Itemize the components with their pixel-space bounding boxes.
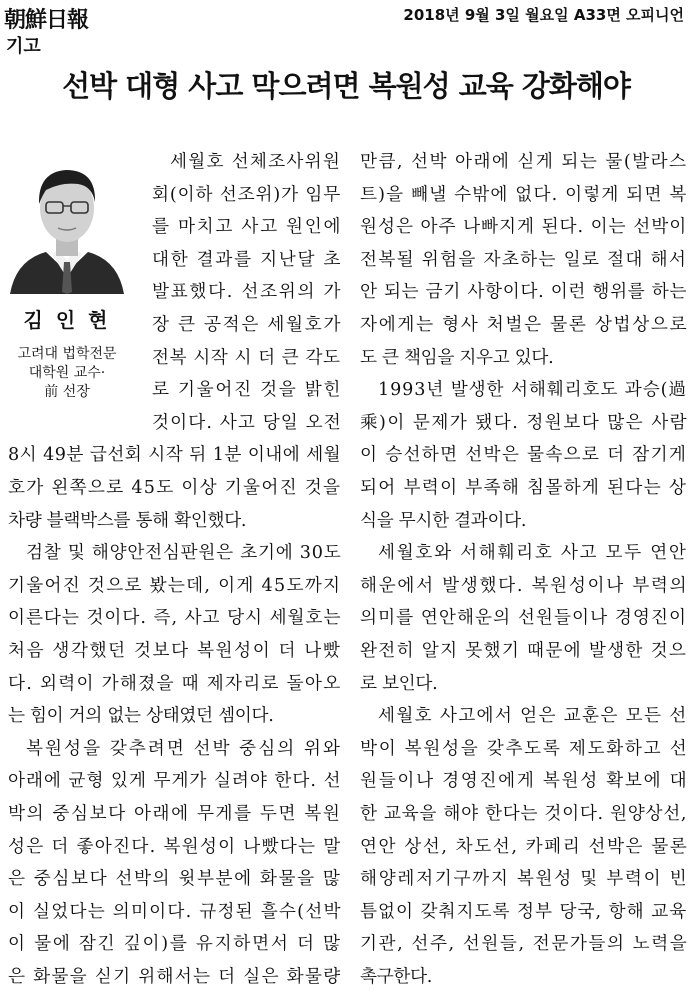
article-line: 자에게는 형사 처벌은 물론 상법상으로 bbox=[360, 315, 689, 335]
article-line: 이 승선하면 선박은 물속으로 더 잠기게 bbox=[360, 445, 688, 466]
article-line: 장 큰 공적은 세월호가 bbox=[152, 315, 343, 335]
author-title-line: 前 선장 bbox=[44, 384, 90, 400]
article-line: 기울어진 것으로 봤는데, 이게 45도까지 bbox=[8, 575, 342, 596]
article-line: 기관, 선주, 선원들, 전문가들의 노력을 bbox=[360, 934, 689, 955]
article-line: 박의 중심보다 아래에 무게를 두면 복원 bbox=[8, 804, 342, 824]
author-title-line: 대학원 교수· bbox=[28, 365, 106, 381]
article-line: 성은 더 좋아진다. 복원성이 나빴다는 말 bbox=[8, 836, 342, 857]
article-line: 회(이하 선조위)가 임무 bbox=[152, 184, 342, 205]
article-line: 되어 부력이 부족해 침몰하게 된다는 상 bbox=[360, 478, 688, 498]
article-line: 세월호와 서해훼리호 사고 모두 연안 bbox=[378, 543, 688, 564]
article-line: 乘)이 문제가 됐다. 정원보다 많은 사람 bbox=[360, 412, 689, 433]
article-line: 이 실었다는 의미이다. 규정된 흘수(선박 bbox=[8, 901, 342, 922]
article-line: 식을 무시한 결과이다. bbox=[360, 510, 527, 531]
author-title-line: 고려대 법학전문 bbox=[17, 346, 117, 362]
article-line: 원들이나 경영진에게 복원성 확보에 대 bbox=[360, 771, 689, 792]
article-line: 도 큰 책임을 지우고 있다. bbox=[360, 347, 554, 368]
article-line: 다. 외력이 가해졌을 때 제자리로 돌아오 bbox=[8, 673, 342, 694]
author-title bbox=[6, 345, 128, 402]
article-line: 복원성을 갖추려면 선박 중심의 위와 bbox=[26, 738, 342, 759]
article-line: 1993년 발생한 서해훼리호도 과승(過 bbox=[378, 380, 687, 401]
article-line: 차량 블랙박스를 통해 확인했다. bbox=[8, 510, 247, 531]
article-line: 는 힘이 거의 없는 상태였던 셈이다. bbox=[8, 706, 274, 727]
article-line: 로 기울어진 것을 밝힌 bbox=[152, 380, 343, 401]
article-line: 한 교육을 해야 한다는 것이다. 원양상선, bbox=[360, 804, 688, 824]
author-photo bbox=[6, 142, 128, 294]
article-line: 것이다. 사고 당일 오전 bbox=[152, 412, 342, 433]
article-line: 로 보인다. bbox=[360, 673, 438, 694]
section-label: 기고 bbox=[6, 36, 41, 57]
article-line: 만큼, 선박 아래에 싣게 되는 물(발라스 bbox=[360, 152, 688, 172]
article-line: 틈없이 갖춰지도록 정부 당국, 항해 교육 bbox=[360, 901, 688, 922]
article-line: 대한 결과를 지난달 초 bbox=[152, 249, 343, 270]
article-line: 연안 상선, 차도선, 카페리 선박은 물론 bbox=[360, 836, 689, 857]
article-line: 발표했다. 선조위의 가 bbox=[152, 282, 343, 303]
article-line: 완전히 알지 못했기 때문에 발생한 것으 bbox=[360, 641, 688, 661]
article-line: 처음 생각했던 것보다 복원성이 더 나빴 bbox=[8, 641, 342, 661]
article-line: 전복될 위험을 자초하는 일로 절대 해서 bbox=[360, 249, 688, 270]
article-line: 촉구한다. bbox=[360, 967, 433, 987]
article-line: 를 마치고 사고 원인에 bbox=[152, 217, 343, 238]
article-line: 의미를 연안해운의 선원들이나 경영진이 bbox=[360, 608, 688, 629]
author-name: 김 인 현 bbox=[23, 308, 111, 332]
article-line: 세월호 선체조사위원 bbox=[170, 152, 342, 172]
newspaper-logo: 朝鮮日報 bbox=[4, 7, 89, 33]
article-line: 해양레저기구까지 복원성 및 부력이 빈 bbox=[360, 869, 689, 890]
article-line: 이 물에 잠긴 깊이)를 유지하면서 더 많 bbox=[8, 934, 342, 955]
article-line: 트)을 빼낼 수밖에 없다. 이렇게 되면 복 bbox=[360, 184, 688, 205]
article-line: 호가 왼쪽으로 45도 이상 기울어진 것을 bbox=[8, 478, 342, 498]
article-line: 은 중심보다 선박의 윗부분에 화물을 많 bbox=[8, 869, 342, 890]
article-line: 해운에서 발생했다. 복원성이나 부력의 bbox=[360, 575, 689, 596]
article-line: 안 되는 금기 사항이다. 이런 행위를 하는 bbox=[360, 282, 688, 303]
headline: 선박 대형 사고 막으려면 복원성 교육 강화해야 bbox=[62, 69, 630, 103]
article-line: 이른다는 것이다. 즉, 사고 당시 세월호는 bbox=[8, 608, 342, 629]
article-line: 검찰 및 해양안전심판원은 초기에 30도 bbox=[26, 543, 342, 564]
edition-info: 2018년 9월 3일 월요일 A33면 오피니언 bbox=[403, 6, 684, 24]
article-line: 원성은 아주 나빠지게 된다. 이는 선박이 bbox=[360, 217, 688, 238]
article-line: 전복 시작 시 더 큰 각도 bbox=[152, 347, 341, 368]
article-line: 8시 49분 급선회 시작 뒤 1분 이내에 세월 bbox=[8, 445, 342, 466]
article-line: 은 화물을 싣기 위해서는 더 실은 화물량 bbox=[8, 967, 342, 987]
article-line: 세월호 사고에서 얻은 교훈은 모든 선 bbox=[378, 706, 688, 727]
article-line: 박이 복원성을 갖추도록 제도화하고 선 bbox=[360, 738, 689, 759]
article-line: 아래에 균형 있게 무게가 실려야 한다. 선 bbox=[8, 771, 342, 792]
